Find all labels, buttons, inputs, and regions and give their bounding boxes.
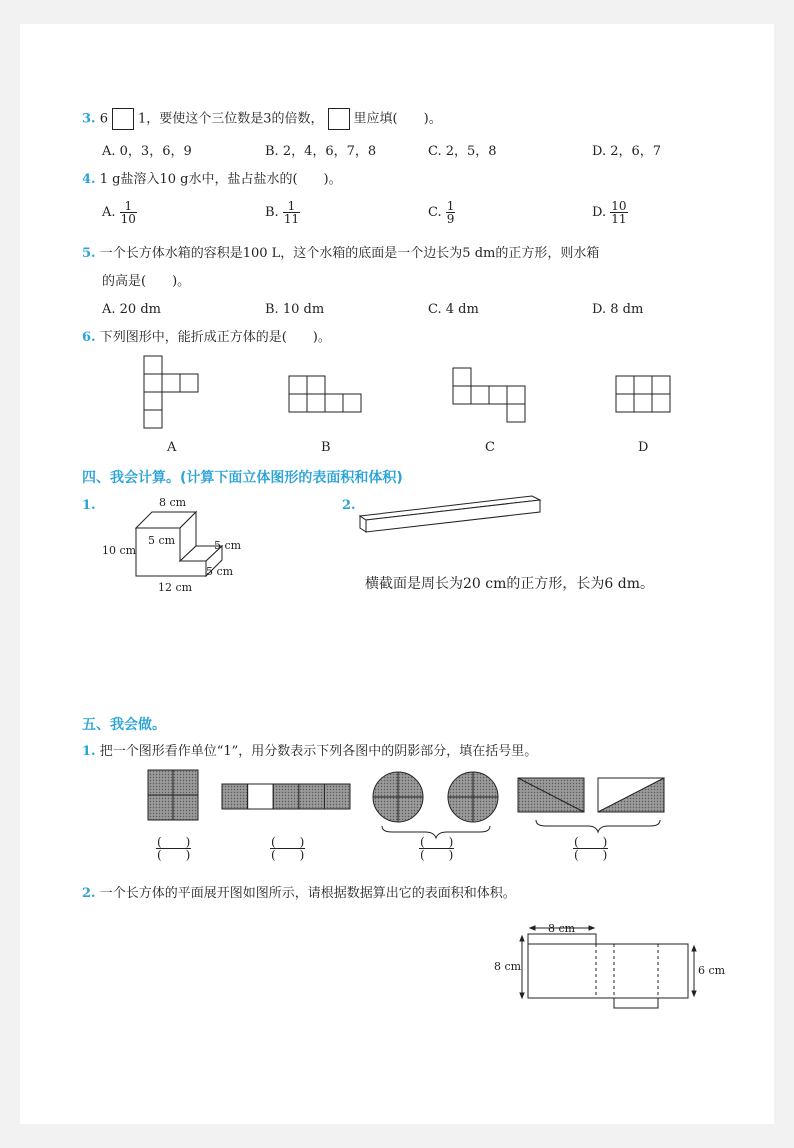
- problem-1-number: 1.: [82, 498, 96, 513]
- option-d: D. 8 dm: [592, 302, 644, 317]
- cuboid-net-figure: [490, 914, 730, 1026]
- question-text: 把一个图形看作单位“1”，用分数表示下列各图中的阴影部分，填在括号里。: [99, 744, 538, 759]
- cube-net-d: [616, 376, 670, 412]
- question-4: [82, 172, 342, 188]
- shaded-circles: [373, 772, 498, 822]
- option-d: [592, 200, 628, 225]
- answer-blank[interactable]: $\frac{( )}{( )}$: [157, 835, 191, 862]
- shaded-fractions-figure: [20, 764, 774, 844]
- dim-inner: 5 cm: [148, 534, 176, 547]
- option-c: C. 2，5，8: [428, 144, 497, 159]
- fraction: $\frac{1}{10}$: [120, 199, 136, 226]
- question-number: 4.: [82, 172, 96, 187]
- option-a: [102, 200, 137, 225]
- problem-2-number: 2.: [342, 498, 356, 513]
- net-label-a: A: [167, 440, 177, 455]
- answer-blank[interactable]: $\frac{( )}{( )}$: [574, 835, 608, 862]
- option-c: C. 4 dm: [428, 302, 479, 317]
- cube-net-a: [144, 356, 198, 428]
- digit-prefix: 6: [99, 111, 108, 127]
- option-a: A. 20 dm: [102, 302, 161, 317]
- fraction: $\frac{1}{9}$: [446, 199, 455, 226]
- fraction: $\frac{1}{11}$: [283, 199, 300, 226]
- net-label-c: C: [485, 440, 495, 455]
- dim-left: 10 cm: [102, 544, 137, 557]
- dim-bottom: 12 cm: [158, 581, 193, 594]
- stepped-solid-figure: [96, 490, 266, 600]
- answer-blank[interactable]: $\frac{( )}{( )}$: [420, 835, 454, 862]
- option-letter: D.: [592, 205, 607, 220]
- shaded-strip: [222, 784, 350, 809]
- cube-nets-figure: [20, 354, 774, 464]
- option-letter: B.: [265, 205, 279, 220]
- question-text: 一个长方体水箱的容积是100 L，这个水箱的底面是一个边长为5 dm的正方形，则水箱: [99, 246, 600, 261]
- question-number: 5.: [82, 246, 96, 261]
- option-letter: C.: [428, 205, 442, 220]
- option-d: D. 2，6，7: [592, 144, 662, 159]
- dim-top: 8 cm: [159, 496, 187, 509]
- digit-box: [328, 108, 350, 130]
- dim-right-upper: 5 cm: [214, 539, 242, 552]
- question-text: 一个长方体的平面展开图如图所示，请根据数据算出它的表面积和体积。: [99, 886, 516, 901]
- net-label-d: D: [638, 440, 649, 455]
- option-b: B. 2，4，6，7，8: [265, 144, 377, 159]
- net-dim-left: 8 cm: [494, 960, 522, 973]
- question-3: [82, 108, 442, 130]
- section-5-question-2: [82, 886, 516, 902]
- question-6: [82, 330, 331, 346]
- answer-blank[interactable]: $\frac{( )}{( )}$: [271, 835, 305, 862]
- problem-2-text: 横截面是周长为20 cm的正方形，长为6 dm。: [365, 576, 654, 592]
- option-a: A. 0，3，6，9: [102, 144, 192, 159]
- question-number: 1.: [82, 744, 96, 759]
- question-5-line2: 的高是( )。: [102, 274, 191, 289]
- worksheet-page: [20, 24, 774, 1124]
- square-prism-rod-figure: [356, 490, 556, 540]
- section-5-title: 五、我会做。: [82, 717, 166, 733]
- question-text: 1 g盐溶入10 g水中，盐占盐水的( )。: [99, 172, 342, 187]
- question-5: [82, 246, 599, 262]
- cube-net-c: [453, 368, 525, 422]
- question-number: 3.: [82, 111, 96, 127]
- section-4-title: 四、我会计算。(计算下面立体图形的表面积和体积): [82, 470, 403, 486]
- dim-right-lower: 5 cm: [206, 565, 234, 578]
- shaded-rectangles: [518, 778, 664, 812]
- digit-box: [112, 108, 134, 130]
- option-letter: A.: [102, 205, 116, 220]
- net-dim-top: 8 cm: [548, 922, 576, 935]
- option-b: [265, 200, 300, 225]
- question-number: 6.: [82, 330, 96, 345]
- option-b: B. 10 dm: [265, 302, 325, 317]
- cube-net-b: [289, 376, 361, 412]
- shaded-square: [148, 770, 198, 820]
- net-label-b: B: [321, 440, 331, 455]
- option-c: [428, 200, 455, 225]
- section-5-question-1: [82, 744, 537, 760]
- question-text-end: 里应填( )。: [353, 111, 442, 127]
- net-dim-right: 6 cm: [698, 964, 726, 977]
- question-text: 1，要使这个三位数是3的倍数，: [138, 111, 324, 127]
- fraction: $\frac{10}{11}$: [611, 199, 627, 226]
- question-text: 下列图形中，能折成正方体的是( )。: [99, 330, 331, 345]
- question-number: 2.: [82, 886, 96, 901]
